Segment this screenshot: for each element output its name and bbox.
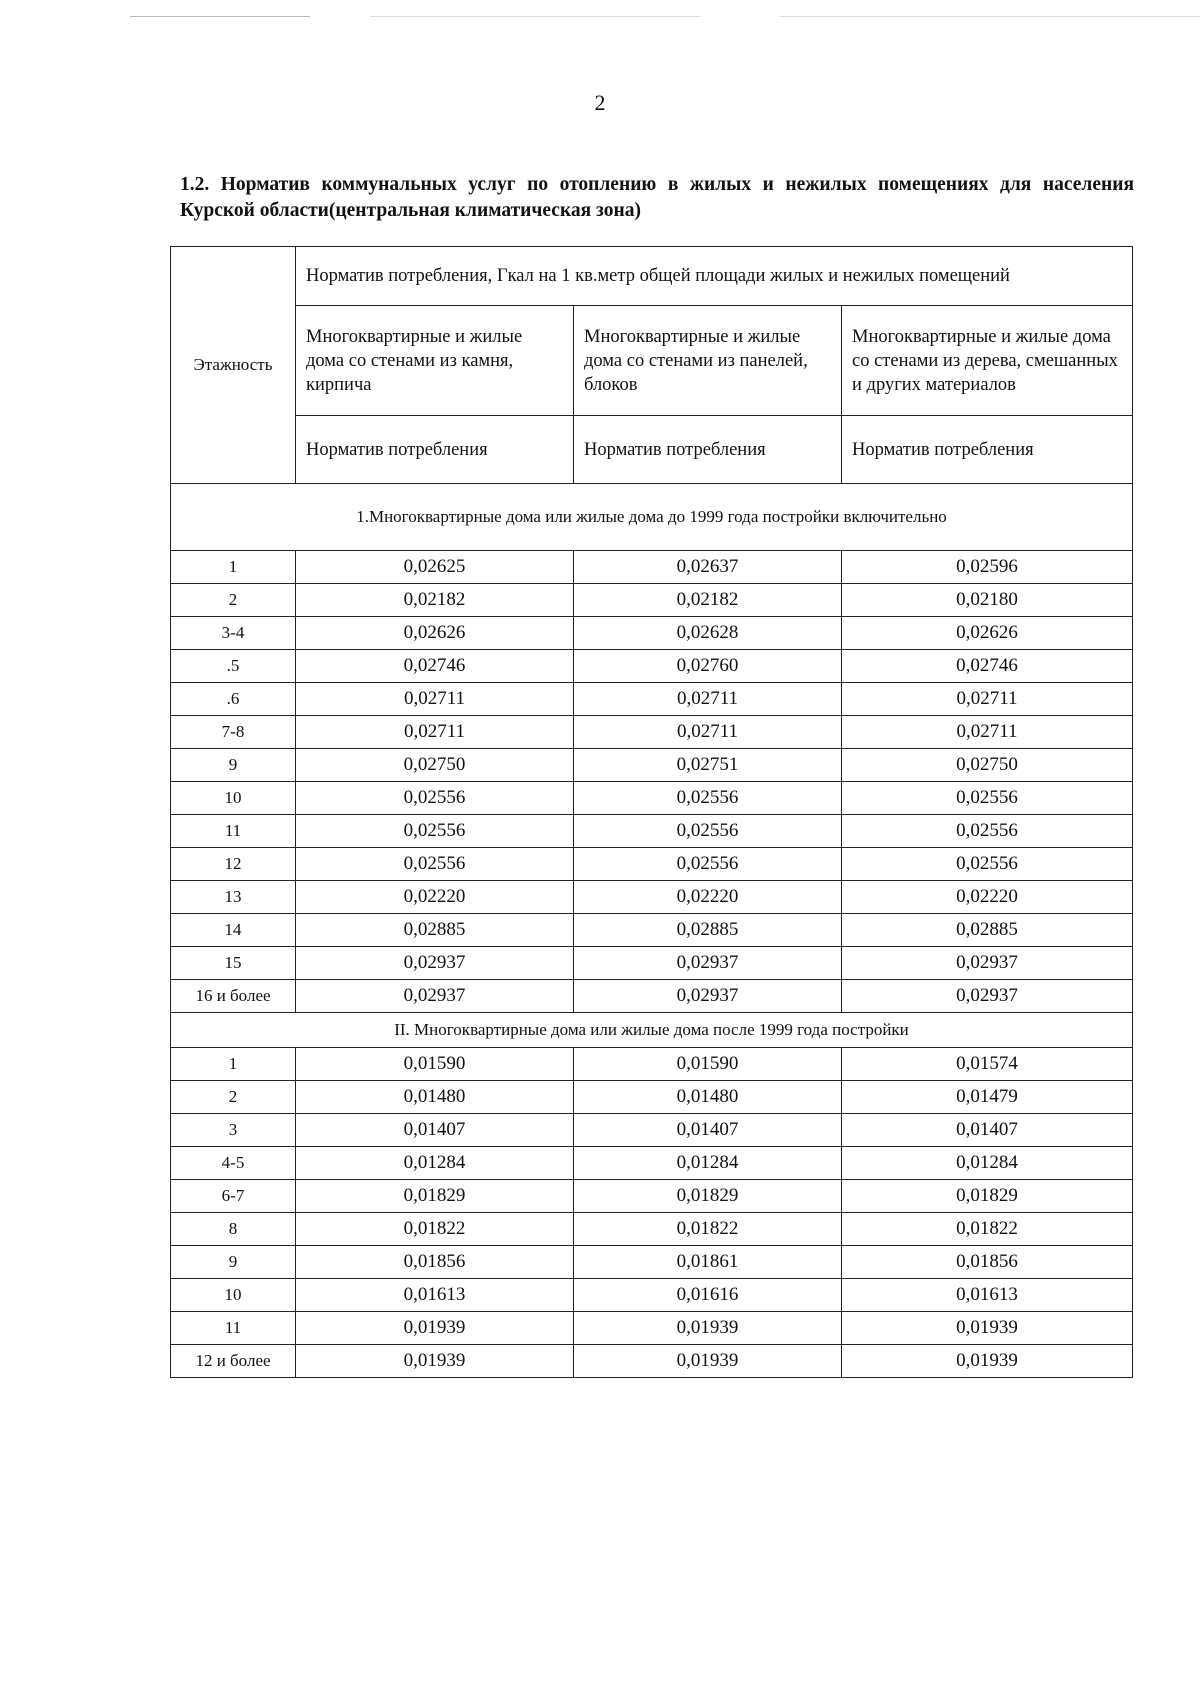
value-cell: 0,01829	[574, 1180, 842, 1213]
table-row	[171, 947, 1133, 980]
value-cell: 0,02220	[574, 881, 842, 914]
value-cell: 0,02885	[574, 914, 842, 947]
value-cell: 0,01407	[842, 1114, 1133, 1147]
value-cell: 0,01939	[842, 1312, 1133, 1345]
floor-cell: 6-7	[171, 1180, 296, 1213]
table-row	[171, 782, 1133, 815]
value-cell: 0,01822	[296, 1213, 574, 1246]
floor-cell: 1	[171, 551, 296, 584]
value-cell: 0,02760	[574, 650, 842, 683]
value-cell: 0,02182	[574, 584, 842, 617]
table-row	[171, 1312, 1133, 1345]
value-cell: 0,01939	[842, 1345, 1133, 1378]
table-row	[171, 551, 1133, 584]
value-cell: 0,01939	[296, 1345, 574, 1378]
table-row	[171, 1246, 1133, 1279]
floor-cell: 16 и более	[171, 980, 296, 1013]
floor-cell: 9	[171, 1246, 296, 1279]
table-row	[171, 1114, 1133, 1147]
value-cell: 0,02556	[574, 848, 842, 881]
scan-artifact-line	[130, 16, 310, 17]
value-cell: 0,02937	[296, 947, 574, 980]
value-cell: 0,02626	[842, 617, 1133, 650]
floor-cell: 11	[171, 1312, 296, 1345]
value-cell: 0,01480	[574, 1081, 842, 1114]
table-row	[171, 1279, 1133, 1312]
value-cell: 0,02746	[296, 650, 574, 683]
floor-cell: 15	[171, 947, 296, 980]
table-row	[171, 683, 1133, 716]
floor-cell: 12	[171, 848, 296, 881]
value-cell: 0,02751	[574, 749, 842, 782]
value-cell: 0,02556	[842, 848, 1133, 881]
floor-cell: 10	[171, 1279, 296, 1312]
scan-artifact-line	[370, 16, 700, 17]
sub-header-norm: Норматив потребления	[296, 416, 574, 484]
floor-cell: 12 и более	[171, 1345, 296, 1378]
value-cell: 0,01861	[574, 1246, 842, 1279]
value-cell: 0,02711	[842, 716, 1133, 749]
value-cell: 0,01590	[574, 1048, 842, 1081]
table-row	[171, 617, 1133, 650]
value-cell: 0,02937	[574, 947, 842, 980]
wall-type-stone-header: Многоквартирные и жилые дома со стенами из камня, кирпича	[296, 306, 574, 416]
value-cell: 0,02711	[296, 683, 574, 716]
value-cell: 0,02750	[842, 749, 1133, 782]
floor-cell: 3	[171, 1114, 296, 1147]
value-cell: 0,02937	[842, 980, 1133, 1013]
floor-cell: 13	[171, 881, 296, 914]
value-cell: 0,01616	[574, 1279, 842, 1312]
floor-cell: 7-8	[171, 716, 296, 749]
section-title: 1.Многоквартирные дома или жилые дома до 1999 года постройки включительно	[171, 484, 1133, 551]
value-cell: 0,02556	[842, 782, 1133, 815]
value-cell: 0,02711	[574, 683, 842, 716]
floor-cell: 9	[171, 749, 296, 782]
floor-cell: 4-5	[171, 1147, 296, 1180]
value-cell: 0,02220	[842, 881, 1133, 914]
value-cell: 0,02628	[574, 617, 842, 650]
table-row	[171, 1345, 1133, 1378]
value-cell: 0,01574	[842, 1048, 1133, 1081]
value-cell: 0,02937	[842, 947, 1133, 980]
value-cell: 0,01284	[842, 1147, 1133, 1180]
value-cell: 0,02556	[574, 815, 842, 848]
table-row	[171, 815, 1133, 848]
floor-cell: 10	[171, 782, 296, 815]
floor-cell: 1	[171, 1048, 296, 1081]
value-cell: 0,02182	[296, 584, 574, 617]
value-cell: 0,02220	[296, 881, 574, 914]
document-title: 1.2. Норматив коммунальных услуг по отоплению в жилых и нежилых помещениях для населения Курской области(центральная климатическая зона)	[180, 174, 1134, 221]
floor-cell: .6	[171, 683, 296, 716]
value-cell: 0,01829	[296, 1180, 574, 1213]
table-row	[171, 1147, 1133, 1180]
value-cell: 0,02626	[296, 617, 574, 650]
table-row	[171, 1081, 1133, 1114]
value-cell: 0,02711	[296, 716, 574, 749]
floor-cell: 2	[171, 584, 296, 617]
value-cell: 0,02625	[296, 551, 574, 584]
value-cell: 0,01822	[574, 1213, 842, 1246]
scan-artifact-line	[780, 16, 1200, 17]
value-cell: 0,02937	[296, 980, 574, 1013]
floor-cell: .5	[171, 650, 296, 683]
floor-cell: 14	[171, 914, 296, 947]
sub-header-norm: Норматив потребления	[842, 416, 1133, 484]
value-cell: 0,01822	[842, 1213, 1133, 1246]
table-row	[171, 1048, 1133, 1081]
value-cell: 0,01479	[842, 1081, 1133, 1114]
value-cell: 0,02711	[842, 683, 1133, 716]
table-row	[171, 914, 1133, 947]
wall-type-wood-header: Многоквартирные и жилые дома со стенами из дерева, смешанных и других материалов	[842, 306, 1133, 416]
value-cell: 0,02556	[842, 815, 1133, 848]
page-number: 2	[594, 90, 606, 115]
value-cell: 0,01856	[842, 1246, 1133, 1279]
table-row	[171, 584, 1133, 617]
value-cell: 0,02637	[574, 551, 842, 584]
value-cell: 0,02937	[574, 980, 842, 1013]
table-row	[171, 650, 1133, 683]
value-cell: 0,02180	[842, 584, 1133, 617]
value-cell: 0,02556	[574, 782, 842, 815]
value-cell: 0,02556	[296, 848, 574, 881]
value-cell: 0,01829	[842, 1180, 1133, 1213]
value-cell: 0,02711	[574, 716, 842, 749]
value-cell: 0,01939	[574, 1345, 842, 1378]
floor-column-header: Этажность	[171, 247, 296, 484]
sub-header-norm: Норматив потребления	[574, 416, 842, 484]
value-cell: 0,01939	[296, 1312, 574, 1345]
floor-cell: 2	[171, 1081, 296, 1114]
floor-cell: 8	[171, 1213, 296, 1246]
value-cell: 0,01284	[296, 1147, 574, 1180]
value-cell: 0,01407	[296, 1114, 574, 1147]
value-cell: 0,01939	[574, 1312, 842, 1345]
table-row	[171, 749, 1133, 782]
value-cell: 0,02746	[842, 650, 1133, 683]
value-cell: 0,02556	[296, 782, 574, 815]
value-cell: 0,01480	[296, 1081, 574, 1114]
main-header: Норматив потребления, Гкал на 1 кв.метр общей площади жилых и нежилых помещений	[296, 247, 1133, 306]
value-cell: 0,02556	[296, 815, 574, 848]
norm-table	[170, 246, 1133, 1378]
table-row	[171, 716, 1133, 749]
value-cell: 0,01856	[296, 1246, 574, 1279]
value-cell: 0,02596	[842, 551, 1133, 584]
section-title: II. Многоквартирные дома или жилые дома после 1999 года постройки	[171, 1013, 1133, 1048]
table-row	[171, 881, 1133, 914]
value-cell: 0,01407	[574, 1114, 842, 1147]
table-row	[171, 1213, 1133, 1246]
table-row	[171, 1180, 1133, 1213]
wall-type-panel-header: Многоквартирные и жилые дома со стенами из панелей, блоков	[574, 306, 842, 416]
value-cell: 0,02885	[842, 914, 1133, 947]
floor-cell: 11	[171, 815, 296, 848]
value-cell: 0,01613	[296, 1279, 574, 1312]
table-row	[171, 980, 1133, 1013]
table-row	[171, 848, 1133, 881]
value-cell: 0,01613	[842, 1279, 1133, 1312]
value-cell: 0,01590	[296, 1048, 574, 1081]
value-cell: 0,01284	[574, 1147, 842, 1180]
value-cell: 0,02885	[296, 914, 574, 947]
value-cell: 0,02750	[296, 749, 574, 782]
floor-cell: 3-4	[171, 617, 296, 650]
